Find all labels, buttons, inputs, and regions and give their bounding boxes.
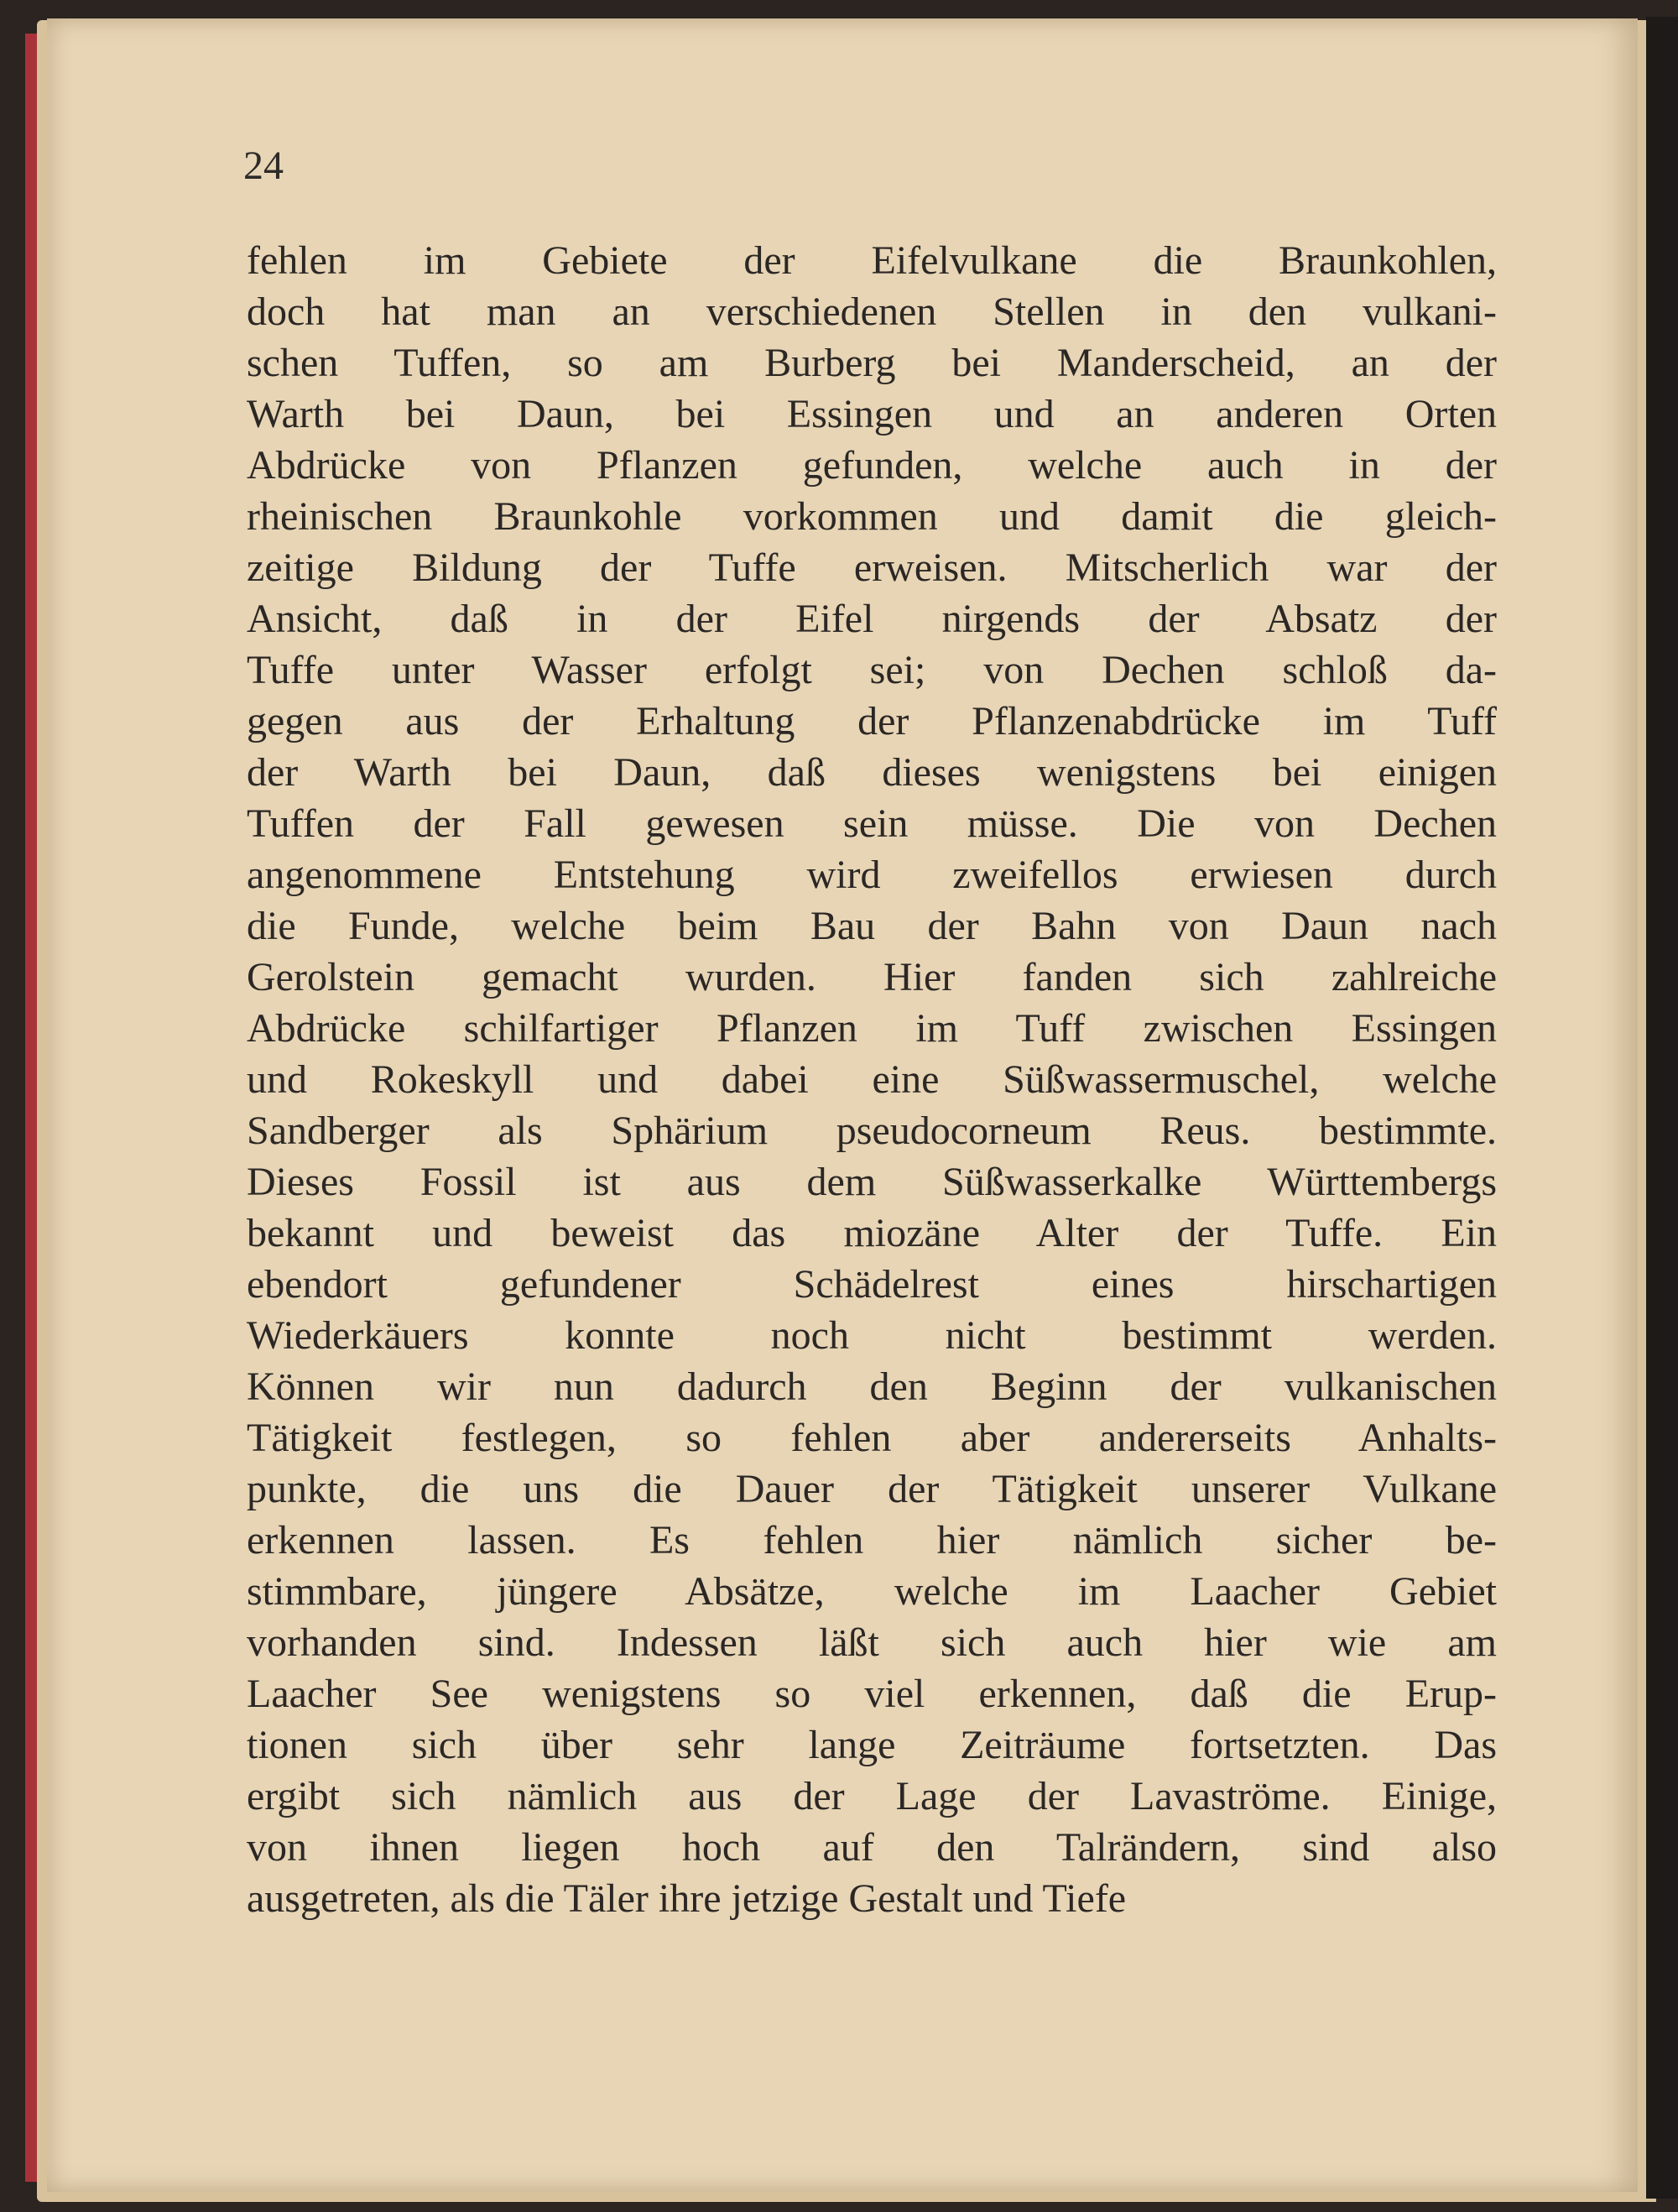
text-line: Ansicht, daß in der Eifel nirgends der Absatz der — [247, 597, 1497, 641]
text-line: Tuffe unter Wasser erfolgt sei; von Dechen schloß da- — [247, 648, 1497, 692]
text-line: ebendort gefundener Schädelrest eines hirschartigen — [247, 1262, 1497, 1307]
text-line: Dieses Fossil ist aus dem Süßwasserkalke Württembergs — [247, 1160, 1497, 1204]
text-line: Abdrücke schilfartiger Pflanzen im Tuff zwischen Essingen — [247, 1006, 1497, 1051]
text-line: gegen aus der Erhaltung der Pflanzenabdrücke im Tuff — [247, 699, 1497, 743]
text-line: erkennen lassen. Es fehlen hier nämlich sicher be- — [247, 1518, 1497, 1562]
text-line: doch hat man an verschiedenen Stellen in den vulkani- — [247, 290, 1497, 334]
text-line: angenommene Entstehung wird zweifellos erwiesen durch — [247, 853, 1497, 897]
red-book-edge — [25, 34, 37, 2182]
text-line: fehlen im Gebiete der Eifelvulkane die Braunkohlen, — [247, 238, 1497, 283]
text-line: Wiederkäuers konnte noch nicht bestimmt werden. — [247, 1313, 1497, 1358]
text-line: tionen sich über sehr lange Zeiträume fortsetzten. Das — [247, 1723, 1497, 1767]
text-line: rheinischen Braunkohle vorkommen und damit die gleich- — [247, 494, 1497, 539]
text-line: zeitige Bildung der Tuffe erweisen. Mitscherlich war der — [247, 545, 1497, 590]
text-line: punkte, die uns die Dauer der Tätigkeit unserer Vulkane — [247, 1467, 1497, 1511]
text-line: Laacher See wenigstens so viel erkennen, daß die Erup- — [247, 1672, 1497, 1716]
text-line: Gerolstein gemacht wurden. Hier fanden sich zahlreiche — [247, 955, 1497, 999]
text-line: Tätigkeit festlegen, so fehlen aber andererseits Anhalts- — [247, 1416, 1497, 1460]
text-line: der Warth bei Daun, daß dieses wenigstens bei einigen — [247, 750, 1497, 795]
page-number: 24 — [243, 143, 284, 188]
body-text — [247, 235, 1497, 1924]
text-line: Warth bei Daun, bei Essingen und an anderen Orten — [247, 392, 1497, 436]
text-line: schen Tuffen, so am Burberg bei Manderscheid, an der — [247, 341, 1497, 385]
text-line: und Rokeskyll und dabei eine Süßwassermuschel, welche — [247, 1057, 1497, 1102]
text-line: Tuffen der Fall gewesen sein müsse. Die von Dechen — [247, 801, 1497, 846]
text-line: stimmbare, jüngere Absätze, welche im Laacher Gebiet — [247, 1569, 1497, 1614]
text-line: die Funde, welche beim Bau der Bahn von Daun nach — [247, 904, 1497, 948]
text-line: ergibt sich nämlich aus der Lage der Lavaströme. Einige, — [247, 1774, 1497, 1818]
text-line: Sandberger als Sphärium pseudocorneum Reus. bestimmte. — [247, 1109, 1497, 1153]
text-line: bekannt und beweist das miozäne Alter der Tuffe. Ein — [247, 1211, 1497, 1255]
text-line: vorhanden sind. Indessen läßt sich auch hier wie am — [247, 1620, 1497, 1665]
text-line: Abdrücke von Pflanzen gefunden, welche auch in der — [247, 443, 1497, 488]
right-dark-border — [1646, 17, 1678, 2199]
text-line: von ihnen liegen hoch auf den Talrändern, sind also — [247, 1825, 1497, 1870]
text-line: Können wir nun dadurch den Beginn der vulkanischen — [247, 1364, 1497, 1409]
text-line: ausgetreten, als die Täler ihre jetzige Gestalt und Tiefe — [247, 1876, 1127, 1921]
